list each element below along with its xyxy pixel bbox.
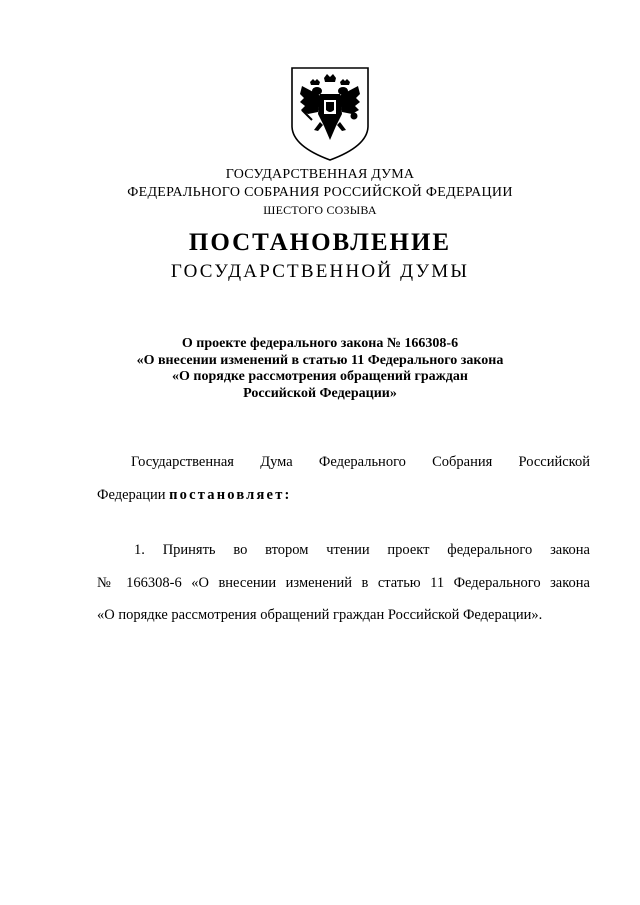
duma-name: ГОСУДАРСТВЕННАЯ ДУМА [225, 167, 415, 182]
preamble-line: Государственная Дума Федерального Собрания Российской [131, 454, 590, 470]
item-1-line: № 166308-6 «О внесении изменений в статью 11 Федерального закона [97, 575, 590, 591]
convocation: ШЕСТОГО СОЗЫВА [263, 203, 377, 217]
federal-assembly-name: ФЕДЕРАЛЬНОГО СОБРАНИЯ РОССИЙСКОЙ ФЕДЕРАЦИИ [127, 185, 513, 200]
subject-line: О проекте федерального закона № 166308-6 [181, 336, 459, 351]
decides-word: постановляет: [169, 487, 292, 503]
document-subtitle: ГОСУДАРСТВЕННОЙ ДУМЫ [170, 261, 470, 282]
document-title: ПОСТАНОВЛЕНИЕ [188, 229, 452, 256]
preamble-line-2 [97, 485, 590, 505]
preamble-start: Федерации [97, 487, 166, 503]
subject-line: «О внесении изменений в статью 11 Федерального закона [136, 352, 504, 368]
document-subject [0, 336, 640, 402]
subject-line: Российской Федерации» [243, 385, 397, 401]
subject-line: «О порядке рассмотрения обращений граждан [172, 369, 468, 384]
item-1-line: 1. Принять во втором чтении проект федерального закона [134, 542, 590, 558]
item-1-line: «О порядке рассмотрения обращений граждан Российской Федерации». [97, 607, 543, 623]
coat-of-arms-icon [288, 64, 372, 164]
